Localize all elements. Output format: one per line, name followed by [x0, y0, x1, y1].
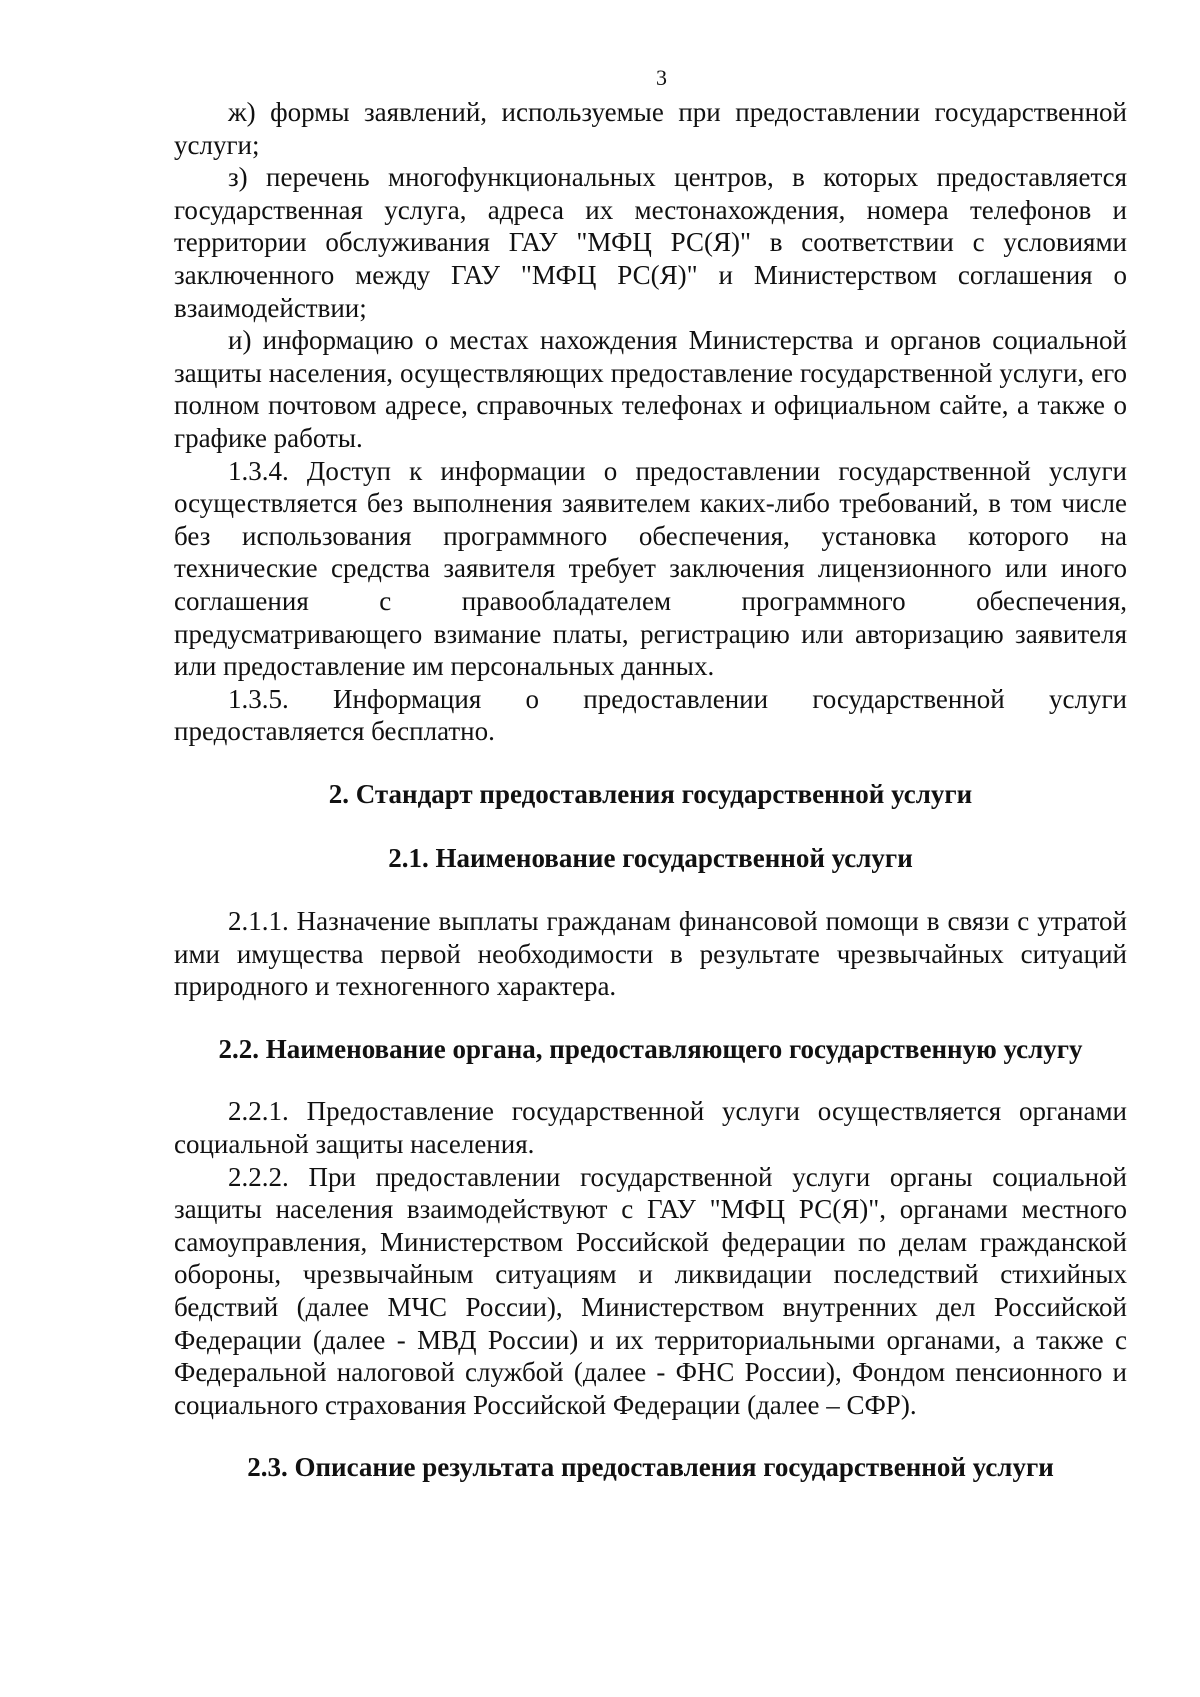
paragraph-2-2-2: 2.2.2. При предоставлении государственной услуги органы социальной защиты населения взаимодействуют с ГАУ "МФЦ РС(Я)", органами местного самоуправления, Министерством Российской федерации по делам гражданской обороны, чрезвычайным ситуациям и ликвидации последствий стихийных бедствий (далее МЧС России), Министерством внутренних дел Российской Федерации (далее - МВД России) и их территориальными органами, а также с Федеральной налоговой службой (далее - ФНС России), Фондом пенсионного и социального страхования Российской Федерации (далее – СФР).	[174, 1161, 1127, 1420]
paragraph-2-2-1: 2.2.1. Предоставление государственной услуги осуществляется органами социальной защиты населения.	[174, 1096, 1127, 1160]
document-page	[174, 60, 1127, 1484]
paragraph-1-3-4: 1.3.4. Доступ к информации о предоставлении государственной услуги осуществляется без выполнения заявителем каких-либо требований, в том числе без использования программного обеспечения, установка которого на технические средства заявителя требует заключения лицензионного или иного соглашения с правообладателем программного обеспечения, предусматривающего взимание платы, регистрацию или авторизацию заявителя или предоставление им персональных данных.	[174, 455, 1127, 682]
section-2-2-heading: 2.2. Наименование органа, предоставляющего государственную услугу	[218, 1033, 1083, 1064]
paragraph-1-3-5: 1.3.5. Информация о предоставлении государственной услуги предоставляется бесплатно.	[174, 683, 1127, 747]
paragraph-item-z: з) перечень многофункциональных центров, в которых предоставляется государственная услуга, адреса их местонахождения, номера телефонов и территории обслуживания ГАУ "МФЦ РС(Я)" в соответствии с условиями заключенного между ГАУ "МФЦ РС(Я)" и Министерством соглашения о взаимодействии;	[174, 162, 1127, 323]
paragraph-2-1-1: 2.1.1. Назначение выплаты гражданам финансовой помощи в связи с утратой ими имущества первой необходимости в результате чрезвычайных ситуаций природного и техногенного характера.	[174, 906, 1127, 1002]
section-2-heading: 2. Стандарт предоставления государственной услуги	[328, 778, 973, 809]
page-number: 3	[656, 65, 667, 90]
section-2-3-heading: 2.3. Описание результата предоставления государственной услуги	[247, 1452, 1054, 1483]
paragraph-item-zh: ж) формы заявлений, используемые при предоставлении государственной услуги;	[174, 97, 1127, 160]
section-2-1-heading: 2.1. Наименование государственной услуги	[388, 843, 913, 874]
paragraph-item-i: и) информацию о местах нахождения Министерства и органов социальной защиты населения, осуществляющих предоставление государственной услуги, его полном почтовом адресе, справочных телефонах и официальном сайте, а также о графике работы.	[174, 325, 1127, 453]
